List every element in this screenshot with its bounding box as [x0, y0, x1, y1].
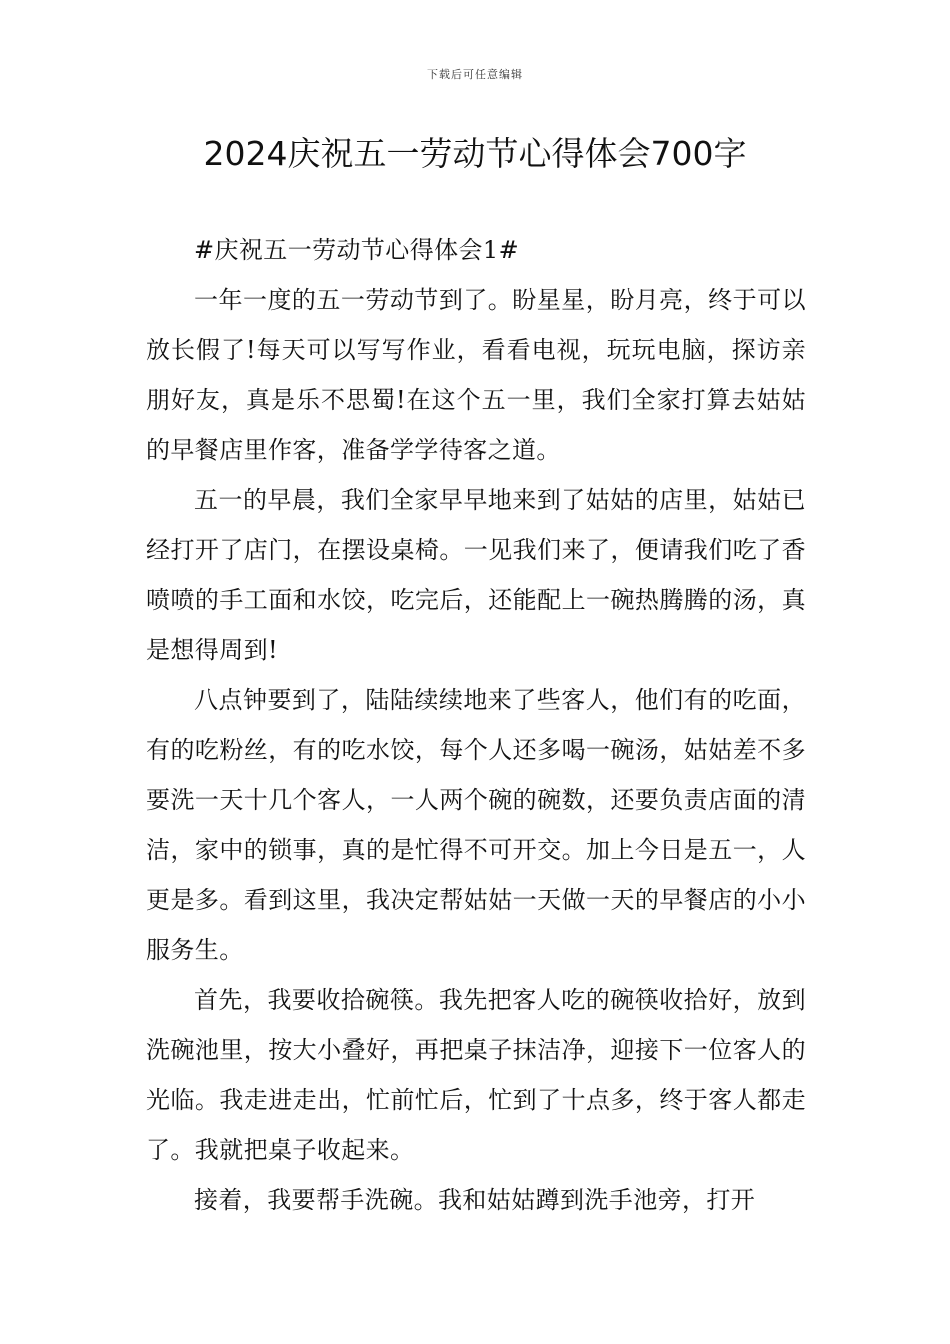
paragraph-2: 五一的早晨，我们全家早早地来到了姑姑的店里，姑姑已经打开了店门，在摆设桌椅。一见我们来了，便请我们吃了香喷喷的手工面和水饺，吃完后，还能配上一碗热腾腾的汤，真是想得周到!: [146, 486, 806, 664]
header-note: 下载后可任意编辑: [427, 68, 523, 81]
document-title: 2024庆祝五一劳动节心得体会700字: [203, 134, 747, 173]
document-body: [146, 225, 806, 1225]
paragraph-5: 接着，我要帮手洗碗。我和姑姑蹲到洗手池旁，打开: [194, 1186, 756, 1214]
paragraph-4: 首先，我要收拾碗筷。我先把客人吃的碗筷收拾好，放到洗碗池里，按大小叠好，再把桌子抹洁净，迎接下一位客人的光临。我走进走出，忙前忙后，忙到了十点多，终于客人都走了。我就把桌子收起来。: [146, 986, 806, 1164]
section-heading: #庆祝五一劳动节心得体会1#: [194, 236, 520, 264]
paragraph-1: 一年一度的五一劳动节到了。盼星星，盼月亮，终于可以放长假了!每天可以写写作业，看看电视，玩玩电脑，探访亲朋好友，真是乐不思蜀!在这个五一里，我们全家打算去姑姑的早餐店里作客，准备学学待客之道。: [146, 286, 806, 464]
paragraph-3: 八点钟要到了，陆陆续续地来了些客人，他们有的吃面，有的吃粉丝，有的吃水饺，每个人还多喝一碗汤，姑姑差不多要洗一天十几个客人，一人两个碗的碗数，还要负责店面的清洁，家中的锁事，真的是忙得不可开交。加上今日是五一，人更是多。看到这里，我决定帮姑姑一天做一天的早餐店的小小服务生。: [146, 686, 806, 964]
